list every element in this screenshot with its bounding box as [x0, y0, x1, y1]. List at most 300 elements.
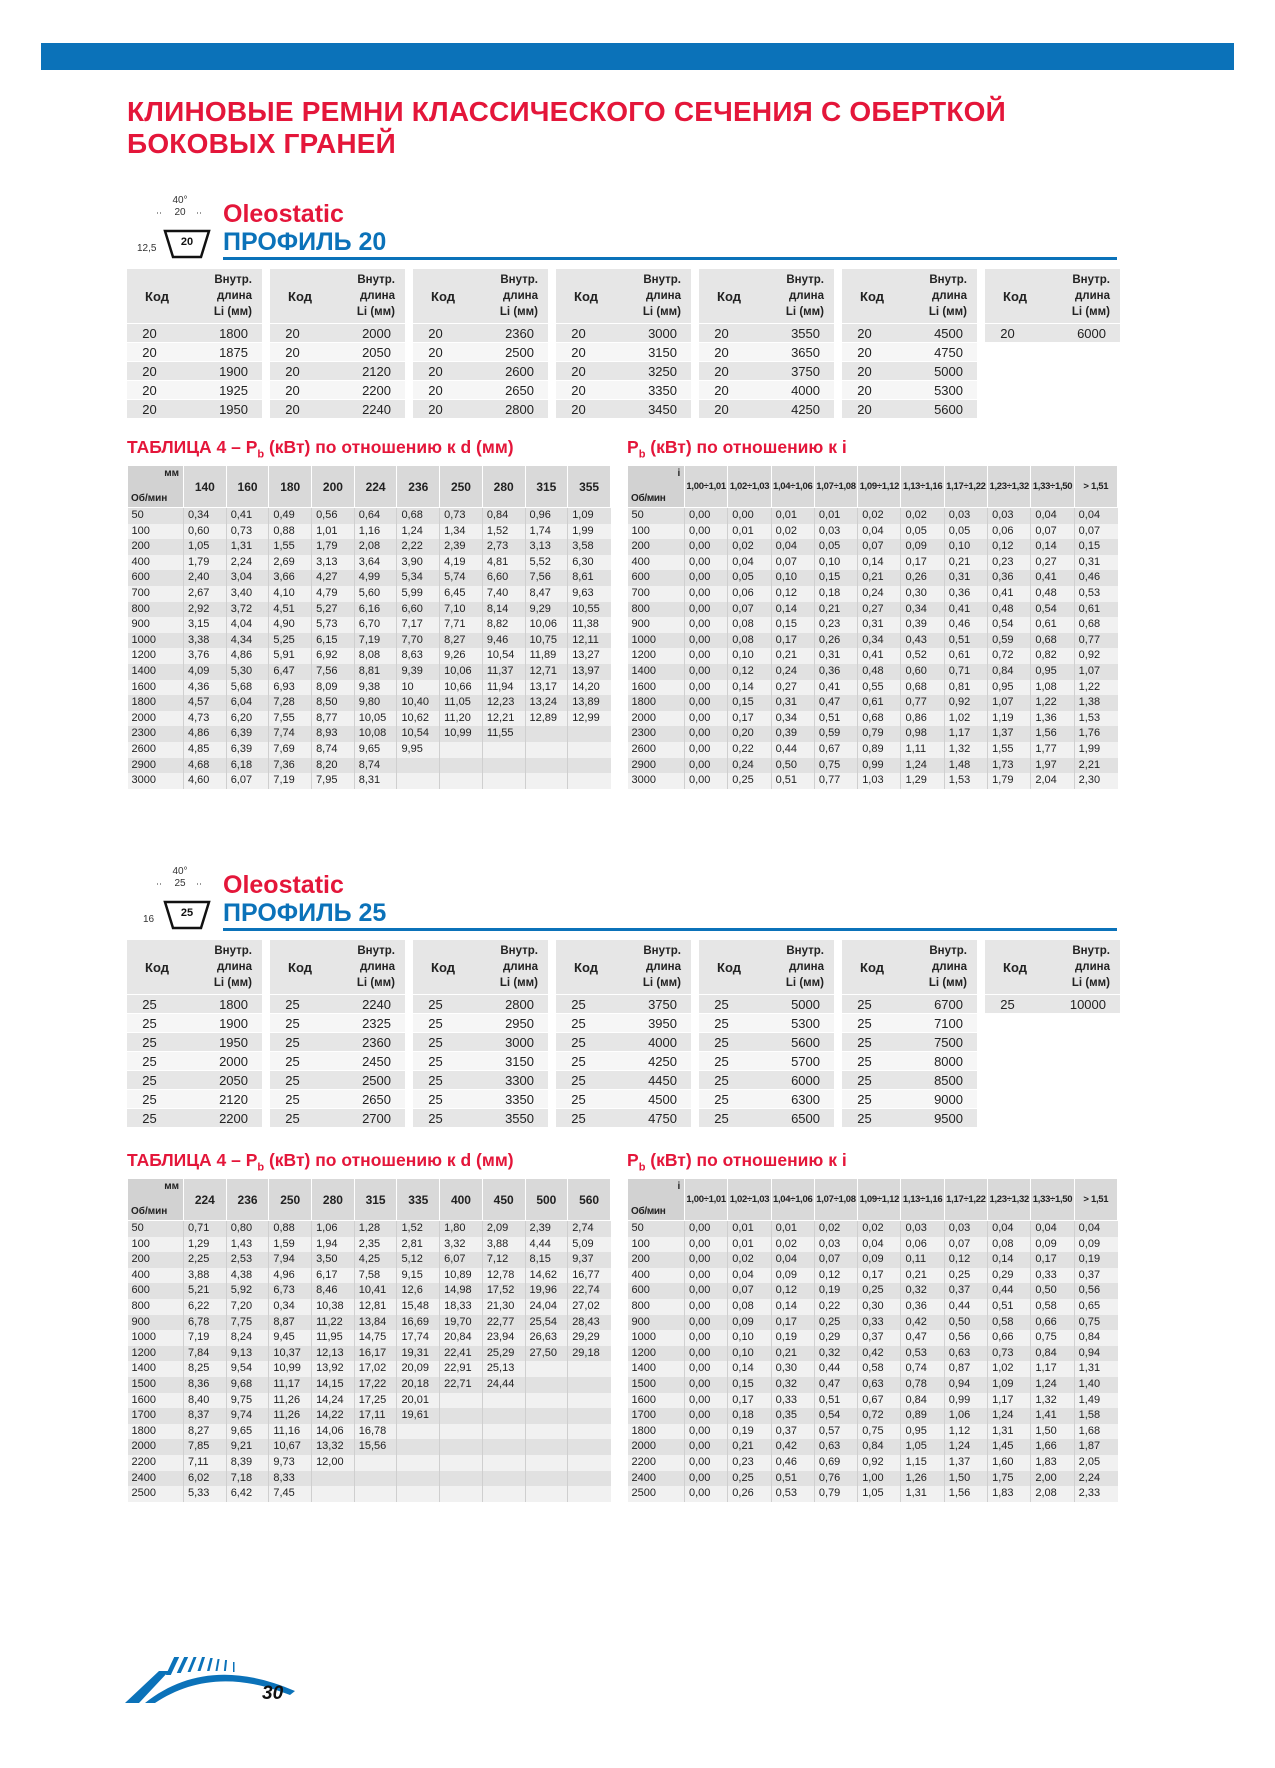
column-header: 250 — [269, 1179, 312, 1221]
length-value: 3300 — [505, 1072, 534, 1088]
rpm-cell: 1400 — [128, 664, 184, 680]
code-value: 25 — [142, 1110, 157, 1126]
code-row — [127, 1090, 262, 1109]
profile-25-power-by-d-table — [127, 1178, 611, 1502]
power-cell: 7,12 — [482, 1252, 525, 1268]
code-value: 25 — [428, 1053, 443, 1069]
power-cell — [525, 1455, 568, 1471]
table-row — [628, 726, 1118, 742]
rpm-cell: 2500 — [628, 1486, 685, 1502]
code-row — [556, 381, 691, 400]
table-row — [128, 1252, 611, 1268]
length-header-line: длина — [1074, 290, 1110, 302]
length-header-line: длина — [645, 961, 681, 973]
power-cell: 0,60 — [901, 664, 944, 680]
rpm-cell: 1400 — [628, 1361, 685, 1377]
rpm-cell: 2900 — [128, 758, 184, 774]
table-row — [628, 1283, 1118, 1299]
profile-25-rule — [223, 928, 1117, 931]
power-cell: 1,05 — [184, 539, 227, 555]
power-cell: 3,13 — [312, 555, 355, 571]
code-value: 25 — [428, 1034, 443, 1050]
power-cell: 0,79 — [814, 1486, 857, 1502]
code-header-label: Код — [717, 288, 741, 304]
power-cell: 1,22 — [1031, 695, 1074, 711]
power-cell: 7,19 — [354, 633, 397, 649]
power-cell: 1,87 — [1074, 1439, 1117, 1455]
power-cell: 0,58 — [858, 1361, 901, 1377]
code-value: 25 — [714, 1110, 729, 1126]
profile-25-i-table-title: $P_b$ (кВт) по отношению к i — [627, 1150, 847, 1174]
power-cell: 0,07 — [858, 539, 901, 555]
power-cell: 10,05 — [354, 711, 397, 727]
power-cell: 0,25 — [728, 773, 771, 789]
code-row — [413, 362, 548, 381]
power-cell — [482, 1408, 525, 1424]
table-row — [128, 602, 611, 618]
power-cell — [397, 1486, 440, 1502]
power-cell: 0,12 — [988, 539, 1031, 555]
code-value: 25 — [428, 1072, 443, 1088]
length-value: 2500 — [505, 344, 534, 360]
code-value: 20 — [857, 401, 872, 417]
power-cell: 1,79 — [988, 773, 1031, 789]
power-cell: 7,19 — [184, 1330, 227, 1346]
code-value: 20 — [857, 382, 872, 398]
power-cell: 7,75 — [226, 1315, 269, 1331]
power-cell: 1,06 — [944, 1408, 987, 1424]
table-row — [628, 695, 1118, 711]
length-value: 4500 — [934, 325, 963, 341]
length-header-line: Внутр. — [500, 945, 538, 957]
power-cell: 1,00 — [858, 1471, 901, 1487]
table-row — [128, 695, 611, 711]
power-cell: 0,89 — [858, 742, 901, 758]
power-cell: 6,45 — [440, 586, 483, 602]
length-header-line: Li (мм) — [213, 977, 252, 989]
power-cell: 1,97 — [1031, 758, 1074, 774]
length-value: 5000 — [934, 363, 963, 379]
code-value: 20 — [142, 363, 157, 379]
power-cell: 10,62 — [397, 711, 440, 727]
table-row — [128, 1299, 611, 1315]
power-cell: 13,89 — [568, 695, 611, 711]
power-cell: 3,38 — [184, 633, 227, 649]
table-row — [128, 1346, 611, 1362]
length-value: 4250 — [791, 401, 820, 417]
power-cell: 0,24 — [771, 664, 814, 680]
power-cell: 10,06 — [440, 664, 483, 680]
power-cell: 0,66 — [1031, 1315, 1074, 1331]
length-value: 2700 — [362, 1110, 391, 1126]
length-header-label — [902, 272, 977, 320]
power-cell: 4,25 — [354, 1252, 397, 1268]
table-header-row — [128, 1179, 611, 1221]
power-cell: 0,09 — [901, 539, 944, 555]
code-row — [556, 1109, 691, 1128]
table-row — [128, 555, 611, 571]
code-block-header — [413, 269, 548, 323]
length-value: 1900 — [219, 363, 248, 379]
code-row — [127, 995, 262, 1014]
table-row — [628, 539, 1118, 555]
power-cell: 0,47 — [901, 1330, 944, 1346]
power-cell — [568, 1439, 611, 1455]
table-row — [628, 1393, 1118, 1409]
power-cell: 13,17 — [525, 680, 568, 696]
table-row — [628, 570, 1118, 586]
power-cell: 0,17 — [1031, 1252, 1074, 1268]
page-title-line-1: КЛИНОВЫЕ РЕМНИ КЛАССИЧЕСКОГО СЕЧЕНИЯ С ОБЕРТКОЙ — [127, 96, 1006, 127]
power-cell: 0,00 — [685, 1361, 728, 1377]
table-row — [628, 617, 1118, 633]
power-cell: 0,95 — [1031, 664, 1074, 680]
column-header: > 1,51 — [1074, 466, 1117, 508]
power-cell: 3,72 — [226, 602, 269, 618]
corner-top-label: мм — [164, 468, 179, 479]
power-cell: 1,24 — [901, 758, 944, 774]
length-header-line: длина — [359, 961, 395, 973]
power-cell — [354, 1486, 397, 1502]
length-header-line: длина — [502, 961, 538, 973]
code-row — [413, 324, 548, 343]
power-cell: 0,04 — [1074, 1221, 1117, 1237]
length-value: 4500 — [648, 1091, 677, 1107]
page-title — [127, 96, 1006, 160]
power-cell: 0,77 — [814, 773, 857, 789]
code-value: 20 — [142, 401, 157, 417]
profile-20-brand: Oleostatic — [223, 200, 344, 228]
power-cell: 0,10 — [728, 648, 771, 664]
length-header-label — [330, 943, 405, 991]
power-cell: 0,02 — [771, 1237, 814, 1253]
power-cell: 0,10 — [728, 1330, 771, 1346]
rpm-cell: 1400 — [628, 664, 685, 680]
table-row — [628, 1221, 1118, 1237]
code-row — [556, 1090, 691, 1109]
length-value: 3000 — [648, 325, 677, 341]
power-cell: 0,00 — [685, 1377, 728, 1393]
power-cell: 1,49 — [1074, 1393, 1117, 1409]
rpm-cell: 2300 — [628, 726, 685, 742]
power-cell: 12,81 — [354, 1299, 397, 1315]
power-cell: 11,38 — [568, 617, 611, 633]
power-cell: 9,68 — [226, 1377, 269, 1393]
code-row — [413, 1033, 548, 1052]
code-row — [842, 1033, 977, 1052]
power-cell: 2,04 — [1031, 773, 1074, 789]
power-cell: 0,63 — [814, 1439, 857, 1455]
power-cell: 0,07 — [1031, 524, 1074, 540]
power-cell: 18,33 — [440, 1299, 483, 1315]
power-cell: 0,26 — [901, 570, 944, 586]
power-cell: 0,06 — [728, 586, 771, 602]
power-cell: 6,92 — [312, 648, 355, 664]
rpm-cell: 200 — [628, 539, 685, 555]
rpm-cell: 2600 — [628, 742, 685, 758]
code-block-header — [413, 940, 548, 994]
power-cell — [482, 1471, 525, 1487]
power-cell: 1,99 — [568, 524, 611, 540]
rpm-cell: 800 — [628, 1299, 685, 1315]
power-cell: 2,73 — [482, 539, 525, 555]
power-cell: 0,20 — [728, 726, 771, 742]
power-cell: 0,00 — [685, 758, 728, 774]
power-cell: 17,25 — [354, 1393, 397, 1409]
power-cell: 1,66 — [1031, 1439, 1074, 1455]
table-row — [628, 508, 1118, 524]
power-cell: 1,38 — [1074, 695, 1117, 711]
power-cell: 1,83 — [1031, 1455, 1074, 1471]
power-cell: 0,00 — [685, 508, 728, 524]
code-row — [413, 381, 548, 400]
power-cell: 0,27 — [858, 602, 901, 618]
power-cell: 1,80 — [440, 1221, 483, 1237]
power-cell: 8,46 — [312, 1283, 355, 1299]
column-header: 1,13÷1,16 — [901, 1179, 944, 1221]
power-cell: 0,30 — [771, 1361, 814, 1377]
power-cell: 1,17 — [988, 1393, 1031, 1409]
power-cell: 0,17 — [771, 633, 814, 649]
code-value: 20 — [285, 363, 300, 379]
power-cell: 0,00 — [685, 773, 728, 789]
power-cell: 0,46 — [771, 1455, 814, 1471]
code-value: 25 — [285, 1091, 300, 1107]
power-cell: 4,96 — [269, 1268, 312, 1284]
length-value: 1925 — [219, 382, 248, 398]
code-row — [556, 1071, 691, 1090]
column-header: 1,17÷1,22 — [944, 466, 987, 508]
power-cell: 0,54 — [814, 1408, 857, 1424]
power-cell: 6,70 — [354, 617, 397, 633]
power-cell: 29,18 — [568, 1346, 611, 1362]
power-cell: 11,16 — [269, 1424, 312, 1440]
power-cell: 0,10 — [944, 539, 987, 555]
length-value: 5300 — [791, 1015, 820, 1031]
table-row — [128, 1330, 611, 1346]
power-cell: 2,81 — [397, 1237, 440, 1253]
power-cell: 0,34 — [858, 633, 901, 649]
length-value: 2240 — [362, 996, 391, 1012]
power-cell: 6,22 — [184, 1299, 227, 1315]
length-header-line: длина — [216, 961, 252, 973]
code-value: 25 — [142, 1034, 157, 1050]
power-cell: 1,17 — [1031, 1361, 1074, 1377]
power-cell: 3,04 — [226, 570, 269, 586]
power-cell: 2,05 — [1074, 1455, 1117, 1471]
power-cell: 0,19 — [814, 1283, 857, 1299]
power-cell: 6,60 — [482, 570, 525, 586]
power-cell: 0,25 — [858, 1283, 901, 1299]
power-cell: 0,71 — [184, 1221, 227, 1237]
power-cell: 1,24 — [944, 1439, 987, 1455]
code-value: 20 — [142, 344, 157, 360]
power-cell: 10,67 — [269, 1439, 312, 1455]
power-cell: 8,27 — [440, 633, 483, 649]
table-row — [628, 773, 1118, 789]
rpm-cell: 1000 — [128, 633, 184, 649]
length-header-line: длина — [788, 961, 824, 973]
power-cell: 0,51 — [771, 773, 814, 789]
power-cell: 5,74 — [440, 570, 483, 586]
column-header: 236 — [226, 1179, 269, 1221]
power-cell: 0,03 — [944, 1221, 987, 1237]
power-cell — [482, 1486, 525, 1502]
power-cell: 0,44 — [771, 742, 814, 758]
code-value: 25 — [714, 1091, 729, 1107]
power-cell: 0,21 — [814, 602, 857, 618]
power-cell: 0,94 — [944, 1377, 987, 1393]
power-cell: 0,51 — [771, 1471, 814, 1487]
power-cell: 10,41 — [354, 1283, 397, 1299]
power-cell: 0,19 — [1074, 1252, 1117, 1268]
power-cell: 9,38 — [354, 680, 397, 696]
power-cell: 0,96 — [525, 508, 568, 524]
power-cell: 9,26 — [440, 648, 483, 664]
power-cell: 11,20 — [440, 711, 483, 727]
power-cell: 12,21 — [482, 711, 525, 727]
code-value: 20 — [714, 363, 729, 379]
table-row — [128, 508, 611, 524]
power-cell: 0,72 — [858, 1408, 901, 1424]
power-cell: 0,92 — [1074, 648, 1117, 664]
power-cell: 0,07 — [814, 1252, 857, 1268]
power-cell: 0,00 — [685, 648, 728, 664]
rpm-cell: 1200 — [128, 1346, 184, 1362]
length-value: 3450 — [648, 401, 677, 417]
code-row — [556, 362, 691, 381]
code-row — [842, 381, 977, 400]
power-cell: 9,80 — [354, 695, 397, 711]
power-cell: 1,79 — [184, 555, 227, 571]
code-block-header — [985, 940, 1120, 994]
length-header-line: Внутр. — [929, 945, 967, 957]
column-header: 355 — [568, 466, 611, 508]
power-cell: 0,21 — [728, 1439, 771, 1455]
rpm-cell: 1700 — [628, 1408, 685, 1424]
power-cell: 7,18 — [226, 1471, 269, 1487]
rpm-cell: 1600 — [628, 680, 685, 696]
power-cell: 4,86 — [184, 726, 227, 742]
column-header: 224 — [354, 466, 397, 508]
table-row — [128, 1455, 611, 1471]
power-cell: 0,17 — [858, 1268, 901, 1284]
power-cell: 0,41 — [226, 508, 269, 524]
power-cell: 11,26 — [269, 1408, 312, 1424]
power-cell: 5,25 — [269, 633, 312, 649]
power-cell: 0,17 — [901, 555, 944, 571]
power-cell: 0,00 — [685, 1330, 728, 1346]
length-header-line: Li (мм) — [499, 306, 538, 318]
length-header-label — [187, 272, 262, 320]
power-cell: 0,00 — [685, 1268, 728, 1284]
power-cell: 1,29 — [901, 773, 944, 789]
rpm-cell: 1500 — [628, 1377, 685, 1393]
rpm-cell: 2600 — [128, 742, 184, 758]
length-value: 2800 — [505, 996, 534, 1012]
code-row — [127, 381, 262, 400]
code-block — [699, 269, 834, 419]
length-header-line: Li (мм) — [356, 977, 395, 989]
power-cell: 0,15 — [814, 570, 857, 586]
power-cell: 0,00 — [685, 539, 728, 555]
code-row — [127, 362, 262, 381]
power-cell: 1,11 — [901, 742, 944, 758]
power-cell: 0,42 — [771, 1439, 814, 1455]
length-value: 2650 — [362, 1091, 391, 1107]
length-value: 3150 — [505, 1053, 534, 1069]
power-cell: 0,84 — [858, 1439, 901, 1455]
power-cell: 0,36 — [814, 664, 857, 680]
power-cell: 8,08 — [354, 648, 397, 664]
code-value: 25 — [571, 1091, 586, 1107]
rpm-cell: 1800 — [628, 695, 685, 711]
corner-rpm-label: Об/мин — [631, 493, 666, 504]
power-cell: 0,00 — [685, 1393, 728, 1409]
table-row — [628, 742, 1118, 758]
code-header-label: Код — [288, 288, 312, 304]
power-cell: 0,00 — [685, 1299, 728, 1315]
power-cell: 1,24 — [988, 1408, 1031, 1424]
column-header: > 1,51 — [1074, 1179, 1117, 1221]
length-value: 1950 — [219, 401, 248, 417]
code-row — [413, 400, 548, 419]
svg-text:25: 25 — [180, 907, 194, 919]
rpm-cell: 50 — [128, 1221, 184, 1237]
power-cell: 0,51 — [988, 1299, 1031, 1315]
power-cell — [568, 1486, 611, 1502]
power-cell: 11,37 — [482, 664, 525, 680]
power-cell: 26,63 — [525, 1330, 568, 1346]
power-cell: 0,35 — [771, 1408, 814, 1424]
column-header: 280 — [482, 466, 525, 508]
power-cell: 7,71 — [440, 617, 483, 633]
power-cell: 0,44 — [814, 1361, 857, 1377]
power-cell: 0,44 — [988, 1283, 1031, 1299]
power-cell: 11,95 — [312, 1330, 355, 1346]
length-value: 4250 — [648, 1053, 677, 1069]
power-cell: 0,39 — [771, 726, 814, 742]
power-cell: 14,20 — [568, 680, 611, 696]
power-cell: 6,39 — [226, 726, 269, 742]
power-cell: 0,73 — [988, 1346, 1031, 1362]
power-cell: 0,51 — [814, 711, 857, 727]
power-cell: 0,76 — [814, 1471, 857, 1487]
power-cell: 0,86 — [901, 711, 944, 727]
power-cell: 0,36 — [988, 570, 1031, 586]
code-value: 25 — [571, 1110, 586, 1126]
power-cell: 1,31 — [1074, 1361, 1117, 1377]
power-cell: 0,08 — [988, 1237, 1031, 1253]
power-cell: 7,11 — [184, 1455, 227, 1471]
power-cell: 0,39 — [901, 617, 944, 633]
power-cell: 1,73 — [988, 758, 1031, 774]
power-cell — [568, 1377, 611, 1393]
power-cell: 11,17 — [269, 1377, 312, 1393]
power-cell — [525, 1486, 568, 1502]
power-cell: 0,18 — [728, 1408, 771, 1424]
power-cell: 7,56 — [312, 664, 355, 680]
power-cell: 0,34 — [184, 508, 227, 524]
length-value: 2360 — [505, 325, 534, 341]
power-cell: 10,37 — [269, 1346, 312, 1362]
profile-20-power-by-d-table — [127, 465, 611, 789]
code-value: 25 — [571, 1034, 586, 1050]
power-cell: 16,17 — [354, 1346, 397, 1362]
column-header: 1,04÷1,06 — [771, 1179, 814, 1221]
power-cell: 1,08 — [1031, 680, 1074, 696]
power-cell: 0,06 — [901, 1237, 944, 1253]
